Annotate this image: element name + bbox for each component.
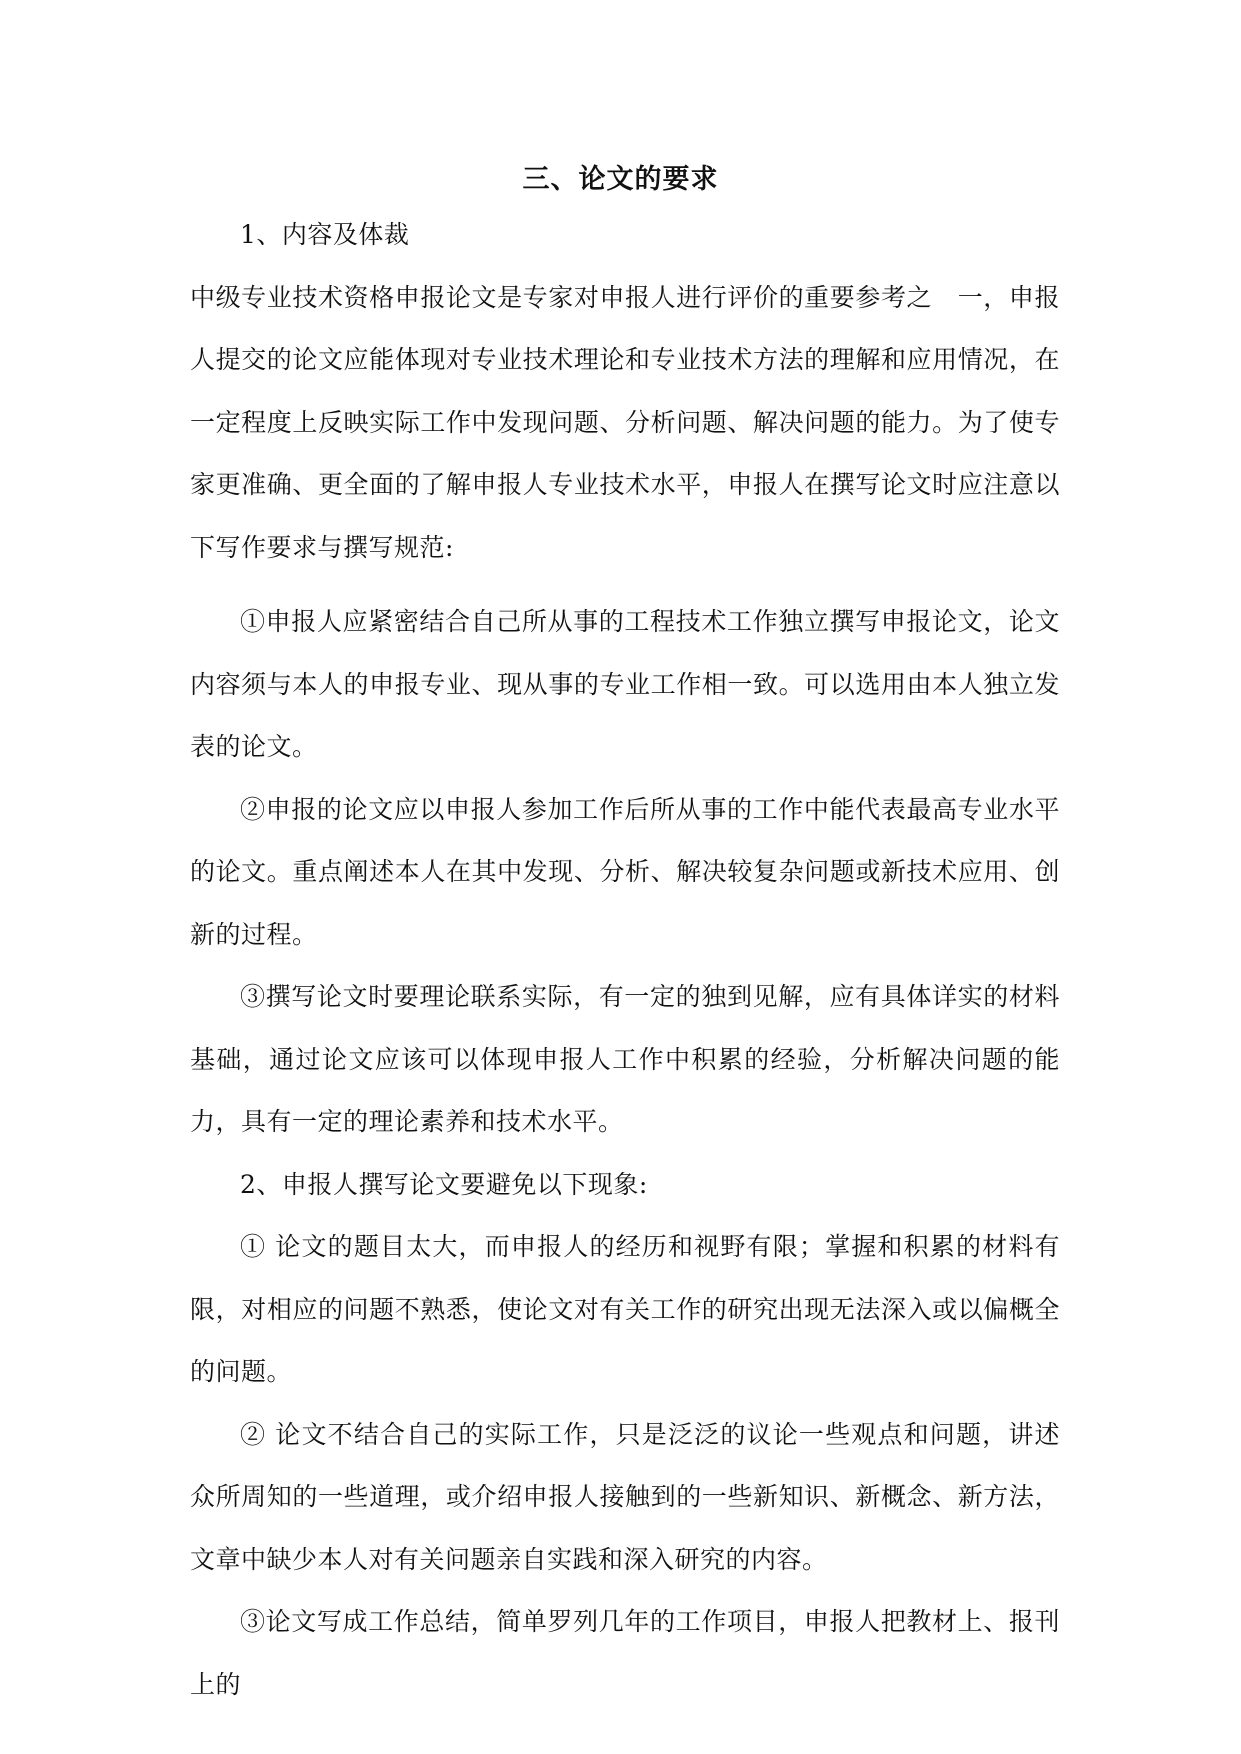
- paragraph-intro: 中级专业技术资格申报论文是专家对申报人进行评价的重要参考之 一，申报人提交的论文应能体现对专业技术理论和专业技术方法的理解和应用情况，在一定程度上反映实际工作中发现问题、分析问题、解决问题的能力。为了使专家更准确、更全面的了解申报人专业技术水平，申报人在撰写论文时应注意以下写作要求与撰写规范:: [190, 282, 1060, 562]
- section-heading-2: 2、申报人撰写论文要避免以下现象:: [240, 1169, 648, 1199]
- body-content: [190, 204, 1060, 1716]
- paragraph-requirement-2: ②申报的论文应以申报人参加工作后所从事的工作中能代表最高专业水平的论文。重点阐述本人在其中发现、分析、解决较复杂问题或新技术应用、创新的过程。: [190, 794, 1060, 949]
- paragraph-avoid-1: ① 论文的题目太大，而申报人的经历和视野有限；掌握和积累的材料有限，对相应的问题不熟悉，使论文对有关工作的研究出现无法深入或以偏概全的问题。: [190, 1232, 1060, 1386]
- paragraph-requirement-3: ③撰写论文时要理论联系实际，有一定的独到见解，应有具体详实的材料基础，通过论文应该可以体现申报人工作中积累的经验，分析解决问题的能力，具有一定的理论素养和技术水平。: [190, 982, 1060, 1136]
- section-heading-1: 1、内容及体裁: [240, 220, 410, 249]
- page-title: 三、论文的要求: [522, 164, 719, 195]
- paragraph-avoid-3: ③论文写成工作总结，简单罗列几年的工作项目，申报人把教材上、报刊上的: [190, 1607, 1060, 1699]
- paragraph-requirement-1: ①申报人应紧密结合自己所从事的工程技术工作独立撰写申报论文，论文内容须与本人的申报专业、现从事的专业工作相一致。可以选用由本人独立发表的论文。: [190, 607, 1060, 761]
- paragraph-avoid-2: ② 论文不结合自己的实际工作，只是泛泛的议论一些观点和问题，讲述众所周知的一些道理，或介绍申报人接触到的一些新知识、新概念、新方法，文章中缺少本人对有关问题亲自实践和深入研究的内容。: [190, 1419, 1060, 1574]
